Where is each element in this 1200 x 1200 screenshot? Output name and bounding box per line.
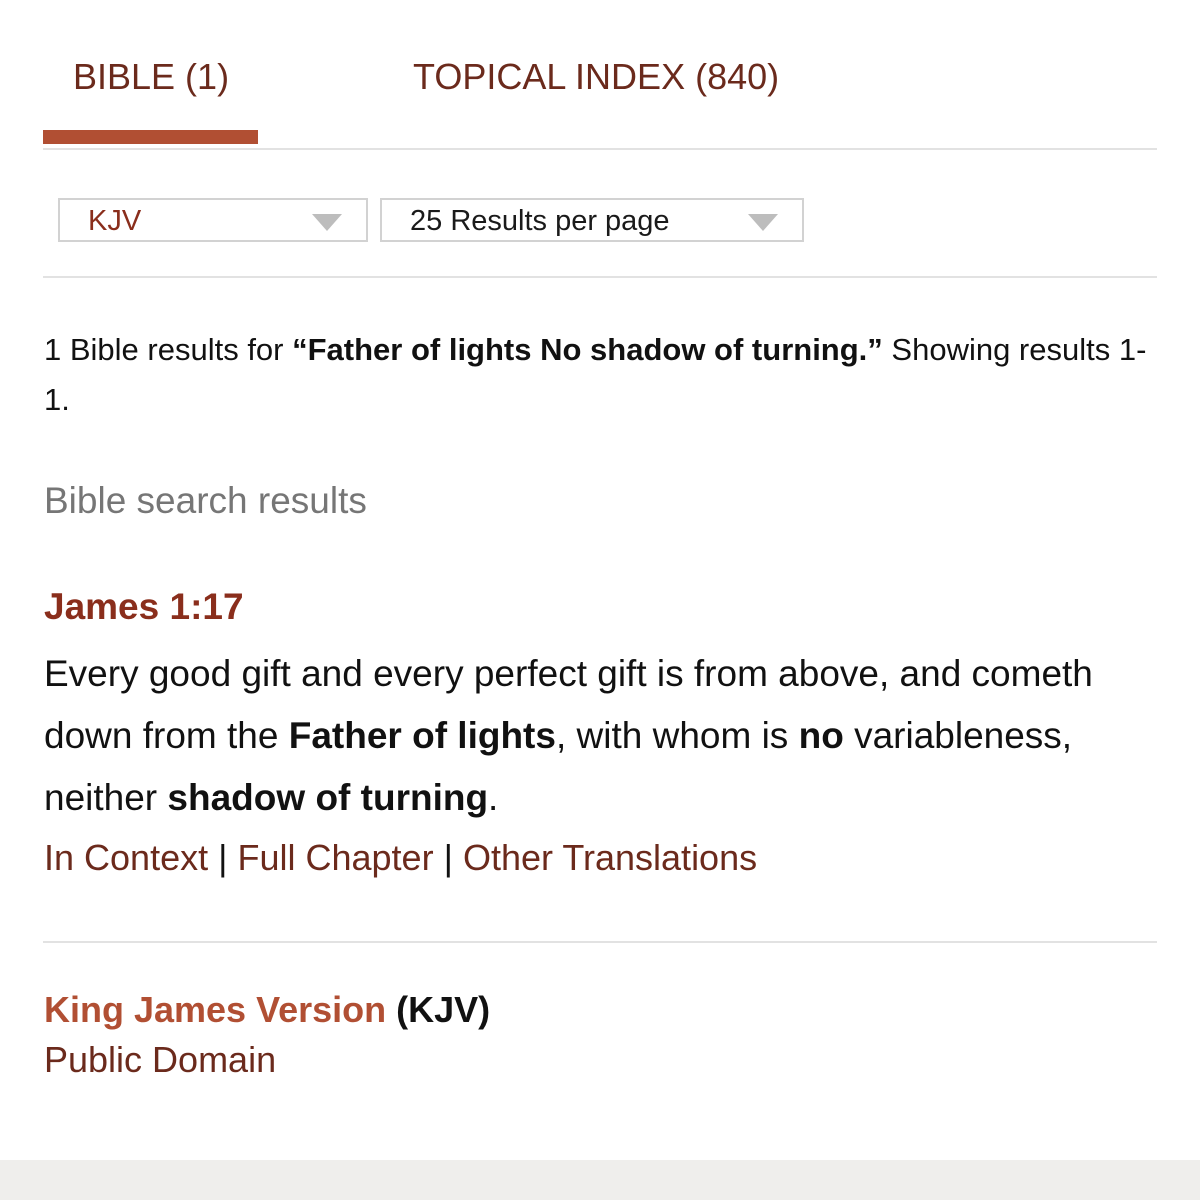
tab-bible[interactable]: BIBLE (1) xyxy=(73,56,230,97)
verse-highlight: no xyxy=(798,715,844,756)
verse-fragment: , with whom is xyxy=(555,715,799,756)
verse-highlight: Father of lights xyxy=(288,715,556,756)
search-query: “Father of lights No shadow of turning.” xyxy=(292,332,883,367)
chevron-down-icon xyxy=(748,214,778,231)
verse-highlight: shadow of turning xyxy=(167,777,489,818)
section-heading: Bible search results xyxy=(44,480,367,521)
verse-fragment: Every good gift and every perfect gift is from above, and cometh down from the xyxy=(44,653,1093,756)
full-chapter-link[interactable]: Full Chapter xyxy=(237,837,434,878)
verse-text xyxy=(44,643,1156,829)
link-separator: | xyxy=(218,837,228,878)
in-context-link[interactable]: In Context xyxy=(44,837,209,878)
results-per-page-select[interactable] xyxy=(380,198,804,242)
chevron-down-icon xyxy=(312,214,342,231)
result-tabs xyxy=(43,0,1157,150)
section-divider xyxy=(43,941,1157,943)
version-select-value: KJV xyxy=(88,205,142,237)
other-translations-link[interactable]: Other Translations xyxy=(462,837,758,878)
version-credit xyxy=(44,989,490,1031)
active-tab-indicator xyxy=(43,130,258,144)
version-name-link[interactable]: King James Version xyxy=(44,989,387,1030)
footer-band xyxy=(0,1160,1200,1200)
results-per-page-value: 25 Results per page xyxy=(410,205,670,237)
summary-prefix: 1 Bible results for xyxy=(44,332,293,367)
result-links xyxy=(44,837,757,879)
verse-fragment: variableness, neither xyxy=(44,715,1073,818)
version-select[interactable] xyxy=(58,198,368,242)
version-abbreviation: (KJV) xyxy=(396,989,491,1030)
result-reference-link[interactable]: James 1:17 xyxy=(44,586,244,627)
link-separator: | xyxy=(443,837,453,878)
results-summary xyxy=(44,325,1154,425)
verse-fragment: . xyxy=(488,777,499,818)
copyright-notice: Public Domain xyxy=(44,1039,277,1080)
filter-bar xyxy=(43,150,1157,278)
tab-topical-index[interactable]: TOPICAL INDEX (840) xyxy=(413,56,780,97)
summary-suffix: Showing results 1-1. xyxy=(44,332,1147,417)
